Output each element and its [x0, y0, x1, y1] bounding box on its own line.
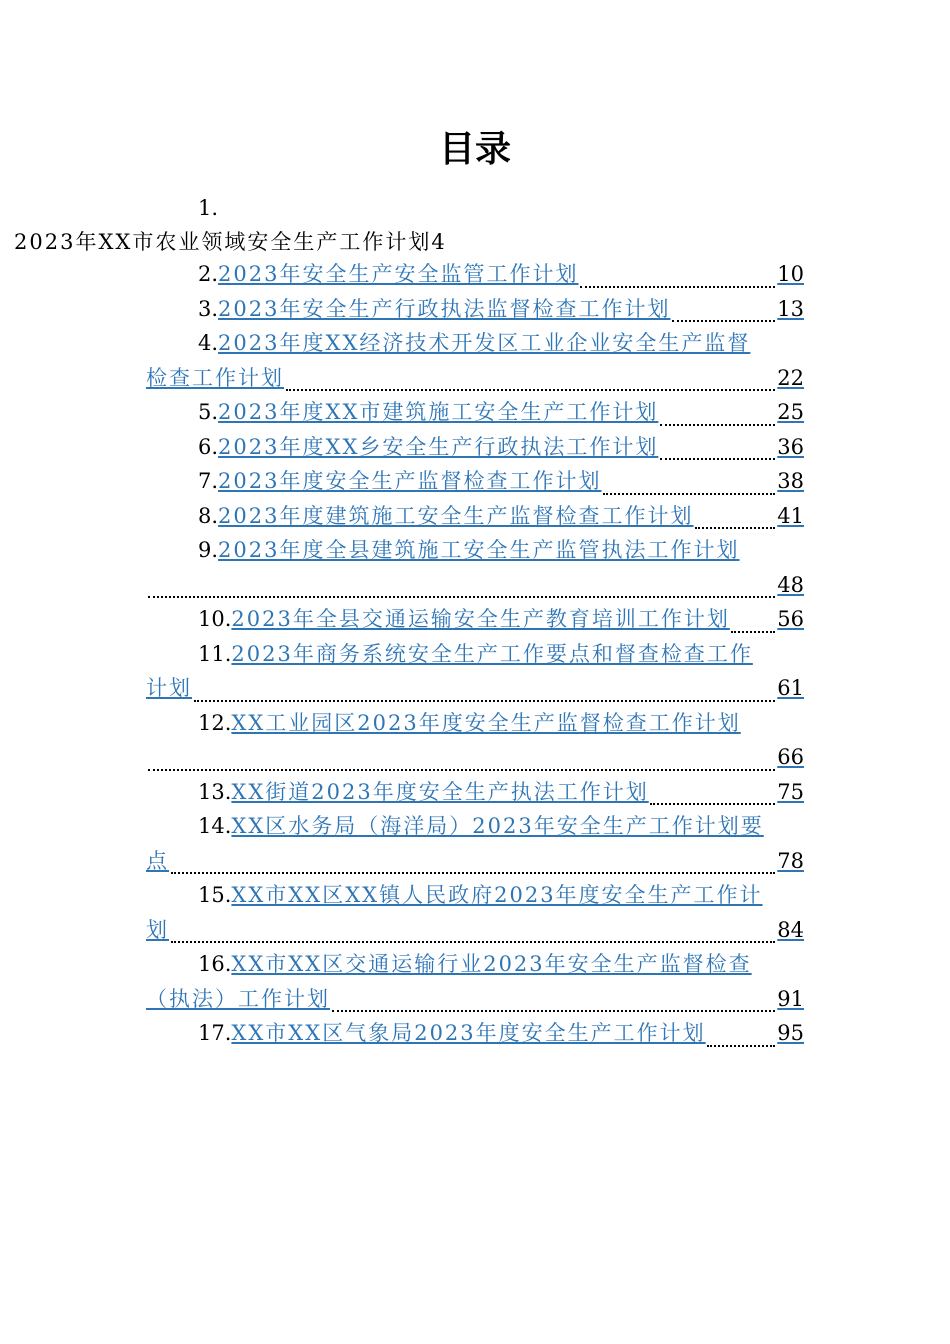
table-of-contents [146, 257, 804, 1051]
toc-entry-14[interactable] [146, 809, 804, 844]
toc-entry-9-line-2[interactable] [146, 568, 804, 603]
toc-entry-15[interactable] [146, 878, 804, 913]
toc-entry-number: 16. [198, 952, 232, 976]
toc-entry-16-line-2[interactable] [146, 982, 804, 1017]
toc-entry-7[interactable] [146, 464, 804, 499]
toc-entry-page-number: 84 [777, 917, 804, 942]
toc-leader-dots [731, 631, 775, 633]
toc-leader-dots [332, 1010, 775, 1012]
toc-entry-number: 2. [198, 262, 219, 286]
toc-entry-link[interactable]: XX市XX区交通运输行业2023年安全生产监督检查 [231, 952, 752, 976]
toc-entry-number: 17. [198, 1021, 232, 1045]
toc-entry-page-number: 13 [777, 296, 804, 321]
toc-entry-10[interactable] [146, 602, 804, 637]
toc-entry-4-line-2[interactable] [146, 361, 804, 396]
toc-entry-link[interactable]: XX市XX区气象局2023年度安全生产工作计划 [231, 1021, 706, 1045]
toc-entry-link[interactable]: XX区水务局（海洋局）2023年安全生产工作计划要 [231, 814, 764, 838]
toc-entry-1[interactable] [14, 225, 447, 260]
toc-entry-link[interactable]: 2023年度建筑施工安全生产监督检查工作计划 [218, 503, 694, 528]
toc-entry-link[interactable]: 划 [146, 917, 169, 942]
toc-leader-dots [171, 941, 775, 943]
toc-leader-dots [650, 803, 775, 805]
toc-entry-page-number: 22 [777, 365, 804, 390]
toc-entry-3[interactable] [146, 292, 804, 327]
toc-entry-12-line-2[interactable] [146, 740, 804, 775]
toc-entry-1-text: 2023年XX市农业领域安全生产工作计划 [14, 230, 432, 254]
toc-entry-link[interactable]: 2023年全县交通运输安全生产教育培训工作计划 [231, 607, 730, 631]
toc-entry-number: 5. [198, 400, 219, 424]
toc-entry-number: 13. [198, 779, 232, 804]
toc-entry-number: 9. [198, 538, 219, 562]
toc-entry-page-number: 41 [777, 503, 804, 528]
toc-entry-page-number: 48 [777, 572, 804, 597]
toc-leader-dots [580, 286, 775, 288]
toc-entry-number: 7. [198, 469, 219, 493]
toc-entry-link[interactable]: 计划 [146, 676, 192, 700]
toc-entry-link[interactable]: 2023年商务系统安全生产工作要点和督查检查工作 [231, 641, 753, 666]
toc-entry-number: 6. [198, 434, 219, 459]
toc-entry-16[interactable] [146, 947, 804, 982]
toc-entry-link[interactable]: 2023年安全生产安全监管工作计划 [218, 262, 579, 286]
toc-leader-dots [660, 458, 775, 460]
toc-entry-link[interactable]: 2023年度XX乡安全生产行政执法工作计划 [218, 434, 659, 459]
toc-entry-number: 11. [198, 641, 232, 666]
toc-entry-15-line-2[interactable] [146, 913, 804, 948]
toc-leader-dots [148, 769, 775, 771]
toc-entry-link[interactable]: （执法）工作计划 [146, 986, 330, 1011]
toc-entry-6[interactable] [146, 430, 804, 465]
toc-entry-link[interactable]: XX工业园区2023年度安全生产监督检查工作计划 [231, 710, 741, 735]
toc-entry-page-number: 25 [777, 400, 804, 424]
toc-entry-2[interactable] [146, 257, 804, 292]
page-title: 目录 [438, 128, 511, 170]
toc-entry-4[interactable] [146, 326, 804, 361]
toc-entry-link[interactable]: 2023年度安全生产监督检查工作计划 [218, 469, 602, 493]
toc-entry-page-number: 95 [777, 1021, 804, 1045]
toc-entry-9[interactable] [146, 533, 804, 568]
toc-leader-dots [148, 596, 775, 598]
toc-entry-page-number: 75 [777, 779, 804, 804]
toc-entry-page-number: 66 [777, 745, 804, 769]
toc-leader-dots [194, 700, 775, 702]
toc-entry-link[interactable]: 检查工作计划 [146, 365, 284, 390]
toc-entry-number: 14. [198, 814, 232, 838]
toc-entry-14-line-2[interactable] [146, 844, 804, 879]
toc-entry-number: 12. [198, 710, 232, 735]
toc-entry-page-number: 61 [777, 676, 804, 700]
toc-entry-number: 3. [198, 296, 219, 321]
toc-entry-page-number: 10 [777, 262, 804, 286]
toc-leader-dots [171, 872, 775, 874]
toc-entry-link[interactable]: 2023年度XX经济技术开发区工业企业安全生产监督 [218, 331, 751, 355]
toc-entry-link[interactable]: 2023年安全生产行政执法监督检查工作计划 [218, 296, 671, 321]
toc-entry-link[interactable]: 点 [146, 848, 169, 873]
toc-entry-page-number: 56 [777, 607, 804, 631]
toc-entry-11-line-2[interactable] [146, 671, 804, 706]
toc-entry-link[interactable]: XX街道2023年度安全生产执法工作计划 [231, 779, 649, 804]
toc-entry-page-number: 91 [777, 986, 804, 1011]
toc-leader-dots [695, 527, 775, 529]
toc-leader-dots [672, 320, 775, 322]
toc-entry-number: 10. [198, 607, 232, 631]
toc-entry-number: 8. [198, 503, 219, 528]
toc-entry-11[interactable] [146, 637, 804, 672]
toc-entry-number: 15. [198, 883, 232, 907]
toc-entry-link[interactable]: 2023年度XX市建筑施工安全生产工作计划 [218, 400, 659, 424]
toc-leader-dots [286, 389, 775, 391]
toc-leader-dots [707, 1045, 775, 1047]
toc-entry-8[interactable] [146, 499, 804, 534]
toc-entry-number: 4. [198, 331, 219, 355]
toc-entry-17[interactable] [146, 1016, 804, 1051]
toc-entry-1-number: 1. [198, 196, 219, 220]
toc-entry-1-page: 4 [431, 230, 447, 254]
toc-entry-link[interactable]: 2023年度全县建筑施工安全生产监管执法工作计划 [218, 538, 740, 562]
toc-leader-dots [660, 424, 775, 426]
toc-entry-12[interactable] [146, 706, 804, 741]
toc-entry-link[interactable]: XX市XX区XX镇人民政府2023年度安全生产工作计 [231, 883, 763, 907]
toc-entry-13[interactable] [146, 775, 804, 810]
toc-entry-page-number: 36 [777, 434, 804, 459]
toc-entry-5[interactable] [146, 395, 804, 430]
toc-entry-page-number: 78 [777, 848, 804, 873]
toc-entry-page-number: 38 [777, 469, 804, 493]
toc-leader-dots [603, 493, 775, 495]
